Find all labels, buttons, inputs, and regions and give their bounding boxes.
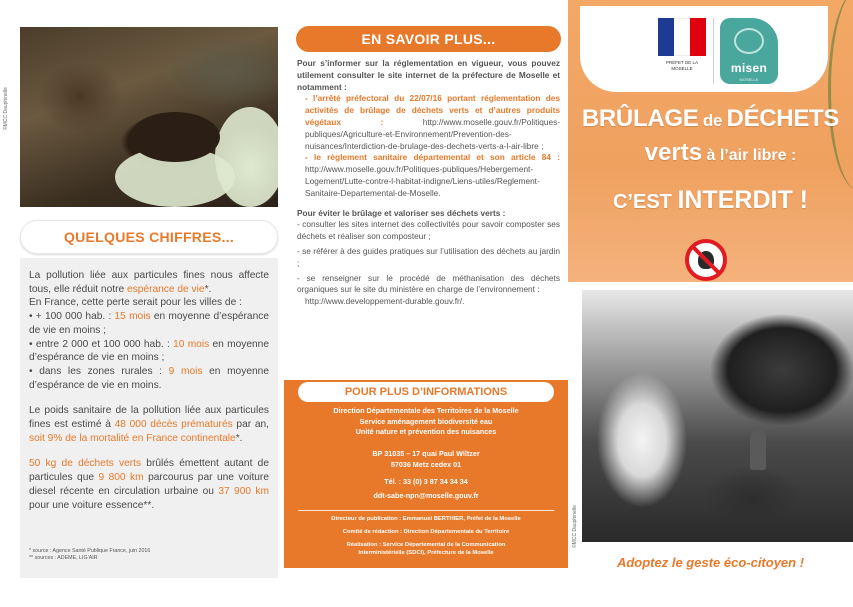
slogan: Adoptez le geste éco-citoyen ! xyxy=(616,555,805,570)
eviter-item: - consulter les sites internet des collectivités pour savoir composter ses déchets et réaliser son composteur ; xyxy=(297,219,560,242)
reference-link[interactable]: http://www.moselle.gouv.fr/Politiques-publiques/Agriculture-et-Environnement/Prevention-des-nuisances/Interdiction-de-brulage-des-dechets-verts-a-l-air-libre ; xyxy=(305,116,560,151)
source-line: * source : Agence Santé Publique France, juin 2016 xyxy=(29,548,151,554)
reference-item: - l’arrêté préfectoral du 22/07/16 portant réglementation des activités de brûlage de déchets verts et d’autres produits végétaux : http://www.moselle.gouv.fr/Politiques-publiques/Agriculture-et-Environnement/Prevention-des-nuisances/Interdiction-de-brulage-des-dechets-verts-a-l-air-libre ; xyxy=(305,93,560,151)
eviter-item: - se référer à des guides pratiques sur l’utilisation des déchets au jardin ; xyxy=(297,245,560,268)
compost-photo xyxy=(20,27,278,207)
misen-logo xyxy=(720,18,778,84)
divider xyxy=(298,510,554,511)
chiffres-title: QUELQUES CHIFFRES... xyxy=(20,220,278,254)
address-line: 57036 Metz cedex 01 xyxy=(390,459,462,469)
chiffres-bullet: • + 100 000 hab. : 15 mois en moyenne d’espérance de vie en moins ; xyxy=(29,311,270,336)
reference-link[interactable]: http://www.moselle.gouv.fr/Politiques-publiques/Hebergement-Logement/Lutte-contre-l-habitat-indigne/Liens-utiles/Reglement-Sanitaire-Departemental-de-Moselle. xyxy=(305,164,540,198)
misen-label: misen xyxy=(730,61,768,75)
org-line: Direction Départementale des Territoires de la Moselle xyxy=(333,406,519,415)
reference-link[interactable]: http://www.developpement-durable.gouv.fr/. xyxy=(305,296,465,307)
source-line: ** sources : ADEME, LIG’AIR xyxy=(29,555,98,561)
divider xyxy=(713,18,714,84)
photo-credit: ©MCC Dauphinelle xyxy=(572,505,578,548)
left-panel xyxy=(0,0,284,607)
credit-line: Directeur de publication : Emmanuel BERTHIER, Préfet de la Moselle xyxy=(331,516,521,522)
info-box xyxy=(284,380,568,568)
eviter-item: - se renseigner sur le procédé de méthanisation des déchets organiques sur le site du ministère en charge de l’environnement : xyxy=(297,272,560,295)
title-line: C’EST INTERDIT ! xyxy=(612,186,808,214)
title-line: verts à l’air libre : xyxy=(644,139,797,166)
savoir-text xyxy=(297,58,560,308)
org-line: Unité nature et prévention des nuisances xyxy=(355,427,497,436)
info-title: POUR PLUS D’INFORMATIONS xyxy=(298,382,554,402)
middle-panel xyxy=(284,0,568,607)
eviter-title: Pour éviter le brûlage et valoriser ses déchets verts : xyxy=(297,207,506,218)
forbidden-fire-icon xyxy=(685,239,727,281)
chiffres-box xyxy=(20,258,278,578)
savoir-title: EN SAVOIR PLUS... xyxy=(296,26,561,52)
credit-line: Réalisation : Service Départemental de la Communication xyxy=(346,542,506,548)
misen-sub: MOSELLE xyxy=(739,77,759,82)
phone-number[interactable]: Tél. : 33 (0) 3 87 34 34 34 xyxy=(384,477,468,486)
chiffres-paragraph: 50 kg de déchets verts brûlés émettent autant de particules que 9 800 km parcourus par une voiture diesel récente en circulation urbaine ou 37 900 km pour une voiture essence**. xyxy=(29,458,269,511)
savoir-intro: Pour s’informer sur la réglementation en vigueur, vous pouvez utilement consulter le site internet de la préfecture de Moselle et notamment : xyxy=(297,58,560,92)
address-line: BP 31035 – 17 quai Paul Wiltzer xyxy=(372,449,480,458)
publication-credits xyxy=(284,515,568,557)
chiffres-paragraph: En France, cette perte serait pour les villes de : xyxy=(29,297,242,309)
right-panel xyxy=(568,0,853,607)
info-address xyxy=(284,449,568,470)
credit-line: Interministérielle (SDCI), Préfecture de la Moselle xyxy=(358,550,494,556)
credit-line: Comité de rédaction : Direction Départementale du Territoire xyxy=(342,529,510,535)
sources xyxy=(29,548,150,562)
photo-credit: ©MCC Dauphinelle xyxy=(3,87,9,130)
title-line: BRÛLAGE de DÉCHETS xyxy=(581,105,840,132)
org-line: Service aménagement biodiversité eau xyxy=(359,416,493,426)
chiffres-paragraph: La pollution liée aux particules fines nous affecte tous, elle réduit notre espérance de vie*. xyxy=(29,270,269,295)
email-link[interactable]: ddt-sabe-npn@moselle.gouv.fr xyxy=(373,490,479,500)
chiffres-paragraph: Le poids sanitaire de la pollution liée aux particules fines est estimé à 48 000 décès prématurés par an, soit 9% de la mortalité en France continentale*. xyxy=(29,405,269,444)
cover-title xyxy=(568,104,853,222)
burning-photo xyxy=(582,290,853,542)
info-contact xyxy=(284,477,568,501)
marianne-logo xyxy=(658,18,706,56)
chiffres-bullet: • dans les zones rurales : 9 mois en moyenne d’espérance de vie en moins. xyxy=(29,365,269,391)
logos-card xyxy=(580,6,828,92)
prefet-caption: PRÉFET DE LA MOSELLE xyxy=(666,60,698,71)
reference-item: - le règlement sanitaire départemental et son article 84 : http://www.moselle.gouv.fr/Politiques-publiques/Hebergement-Logement/Lutte-contre-l-habitat-indigne/Liens-utiles/Reglement-Sanitaire-Departemental-de-Moselle. xyxy=(305,152,560,198)
chiffres-bullet: • entre 2 000 et 100 000 hab. : 10 mois en moyenne d’espérance de vie en moins ; xyxy=(29,338,270,364)
info-organisation xyxy=(284,406,568,438)
